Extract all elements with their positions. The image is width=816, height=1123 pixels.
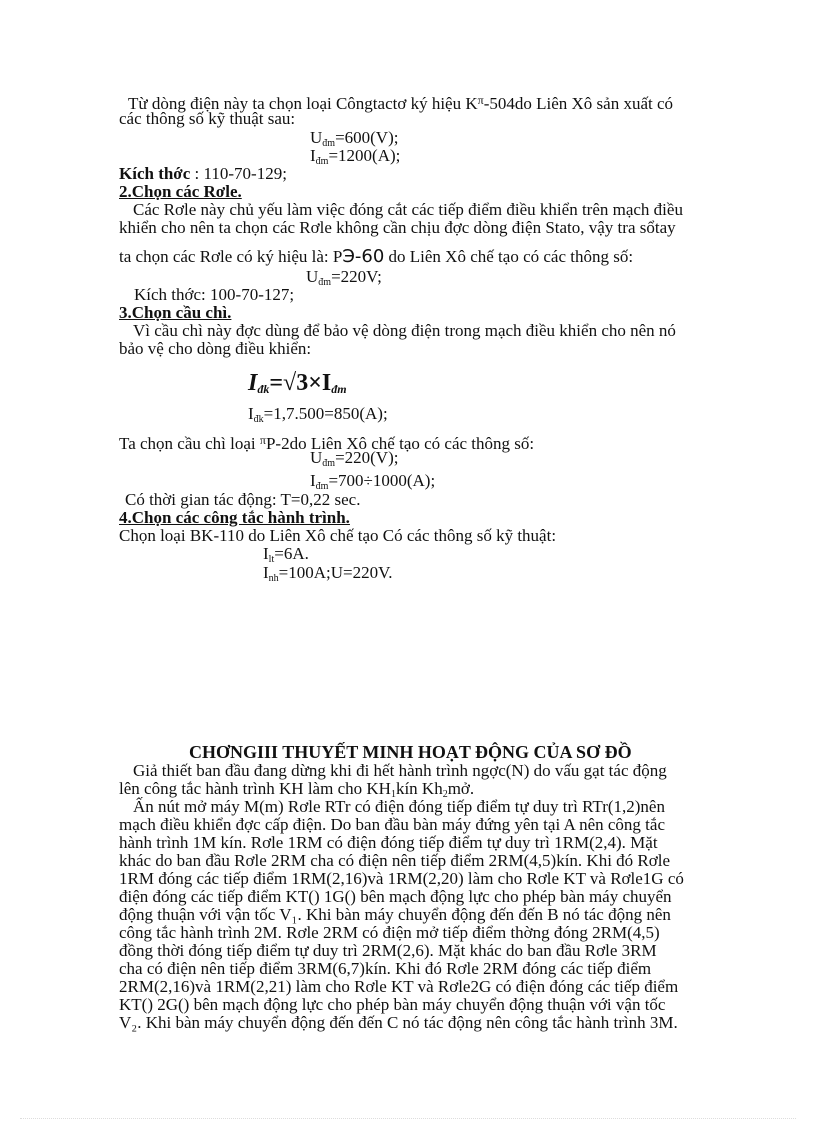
formula-equation: =√3×I	[269, 370, 332, 396]
line-text: mạch điều khiển đợc cấp điện. Do ban đầu bàn máy đứng yên tại A nên công tắc	[119, 815, 665, 834]
sub-2: 2	[442, 789, 448, 800]
line-text: cha có điện nên tiếp điểm 3RM(6,7)kín. Khi đó Rơle 2RM đóng các tiếp điểm	[119, 959, 652, 978]
chapter-3-title: CHƠNGIII THUYẾT MINH HOẠT ĐỘNG CỦA SƠ ĐỒ	[189, 742, 632, 762]
operation-line-3	[119, 834, 738, 852]
line-text: kín Kh	[395, 779, 443, 798]
line-text: P-2do Liên Xô chế tạo có các thông số:	[265, 434, 535, 453]
operation-line-4	[119, 852, 738, 870]
relay-voltage-rating	[306, 268, 382, 292]
line-text: đồng thời đóng tiếp điểm tự duy trì 2RM(2,6). Mặt khác do ban đầu Rơle 3RM	[119, 941, 657, 960]
symbol-i: I	[310, 146, 316, 165]
relay-paragraph-line-3	[119, 248, 633, 266]
line-text: động thuận với vận tốc V₁. Khi bàn máy chuyển động đến đến B nó tác động nên	[119, 905, 671, 924]
line-text: lên công tắc hành trình KH làm cho KH	[119, 779, 391, 798]
fuse-voltage-rating	[310, 449, 398, 473]
value-text: =700÷1000(A);	[328, 471, 436, 490]
line-text: 2RM(2,16)và 1RM(2,21) làm cho Rơle KT và Rơle2G có điện đóng các tiếp điểm	[119, 977, 679, 996]
sub-dm: đm	[318, 277, 332, 288]
fuse-paragraph-line-1	[133, 322, 738, 340]
size-label: Kích thớc	[119, 164, 191, 183]
symbol-u: U	[306, 267, 319, 286]
line-text: V₂. Khi bàn máy chuyển động đến đến C nó tác động nên công tắc hành trình 3M.	[119, 1013, 678, 1032]
contactor-intro-text-end: -504do Liên Xô sản xuất có	[483, 94, 674, 113]
operation-line-8	[119, 924, 738, 942]
operation-line-7	[119, 906, 738, 924]
operation-line-2	[119, 816, 738, 834]
symbol-u: U	[310, 128, 323, 147]
sub-dk: đk	[257, 382, 270, 396]
line-text: Các Rơle này chủ yếu làm việc đóng cắt các tiếp điểm điều khiển trên mạch điều	[133, 200, 683, 219]
operation-line-1	[133, 798, 738, 816]
operation-line-5	[119, 870, 738, 888]
sub-dm: đm	[315, 481, 329, 492]
line-text: Ta chọn cầu chì loại	[119, 434, 260, 453]
fuse-calculation	[248, 405, 388, 429]
operation-line-10	[119, 960, 738, 978]
sub-nh: nh	[268, 573, 279, 584]
sub-1: 1	[390, 789, 396, 800]
section-2-heading: 2.Chọn các Rơle.	[119, 182, 242, 201]
line-text: KT() 2G() bên mạch động lực cho phép bàn máy chuyển động thuận với vận tốc	[119, 995, 666, 1014]
page-bottom-divider	[20, 1118, 796, 1119]
symbol-i: I	[248, 370, 258, 396]
value-text: =1,7.500=850(A);	[263, 404, 388, 423]
line-text: điện đóng các tiếp điểm KT() 1G() bên mạch động lực cho phép bàn máy chuyển	[119, 887, 672, 906]
operation-line-11	[119, 978, 738, 996]
operation-line-9	[119, 942, 738, 960]
contactor-params-intro: các thông số kỹ thuật sau:	[119, 109, 296, 128]
fuse-paragraph-line-2: bảo vệ cho dòng điều khiển:	[119, 339, 312, 358]
symbol-i: I	[263, 544, 269, 563]
line-text: 1RM đóng các tiếp điểm 1RM(2,16)và 1RM(2,20) làm cho Rơle KT và Rơle1G có	[119, 869, 684, 888]
operation-line-13	[119, 1014, 738, 1032]
fuse-symbol-sup: π	[259, 433, 266, 447]
contactor-size	[119, 165, 287, 183]
chapter-3-para1-line1	[133, 762, 738, 780]
section-3-heading: 3.Chọn cầu chì.	[119, 303, 232, 322]
sub-dm: đm	[322, 138, 336, 149]
limit-switch-line: Chọn loại BK-110 do Liên Xô chế tạo Có các thông số kỹ thuật:	[119, 526, 557, 545]
symbol-i: I	[310, 471, 316, 490]
symbol-i: I	[248, 404, 254, 423]
contactor-symbol-sup: π	[477, 93, 484, 107]
sub-dm: đm	[322, 458, 336, 469]
line-text: khiển cho nên ta chọn các Rơle không cần chịu đợc dòng điện Stato, vậy tra sổtay	[119, 218, 676, 237]
sub-dm: đm	[315, 156, 329, 167]
value-text: =6A.	[274, 544, 309, 563]
size-value: : 110-70-129;	[190, 164, 287, 183]
line-text: Vì cầu chì này đợc dùng để bảo vệ dòng điện trong mạch điều khiển cho nên nó	[133, 321, 676, 340]
value-text: =220V;	[331, 267, 382, 286]
value-text: =220(V);	[335, 448, 399, 467]
value-text: =600(V);	[335, 128, 399, 147]
symbol-i: I	[263, 563, 269, 582]
relay-paragraph-line-2	[119, 219, 738, 237]
sub-lt: lt	[268, 554, 275, 565]
symbol-u: U	[310, 448, 323, 467]
contactor-current-rating	[310, 147, 400, 171]
fuse-formula	[248, 370, 347, 397]
section-4-heading: 4.Chọn các công tắc hành trình.	[119, 508, 350, 527]
limit-switch-current-nh	[263, 564, 392, 588]
relay-size: Kích thớc: 100-70-127;	[134, 285, 295, 304]
sub-dm: đm	[331, 382, 347, 396]
value-text: =100A;U=220V.	[278, 563, 393, 582]
relay-model-code: Э-60	[342, 246, 385, 267]
line-text: mở.	[447, 779, 475, 798]
line-text: Ấn nút mở máy M(m) Rơle RTr có điện đóng tiếp điểm tự duy trì RTr(1,2)nên	[133, 797, 665, 816]
line-text: khác do ban đầu Rơle 2RM cha có điện nên tiếp điểm 2RM(4,5)kín. Khi đó Rơle	[119, 851, 671, 870]
contactor-intro-text: Từ dòng điện này ta chọn loại Côngtactơ ký hiệu K	[128, 94, 478, 113]
line-text: công tắc hành trình 2M. Rơle 2RM có điện mở tiếp điểm thờng đóng 2RM(4,5)	[119, 923, 660, 942]
value-text: =1200(A);	[328, 146, 401, 165]
operation-line-6	[119, 888, 738, 906]
line-text: ta chọn các Rơle có ký hiệu là: P	[119, 247, 343, 266]
operation-line-12	[119, 996, 738, 1014]
relay-paragraph-line-1	[133, 201, 738, 219]
line-text: do Liên Xô chế tạo có các thông số:	[384, 247, 634, 266]
fuse-operating-time: Có thời gian tác động: T=0,22 sec.	[125, 490, 361, 509]
line-text: hành trình 1M kín. Rơle 1RM có điện đóng tiếp điểm tự duy trì 1RM(2,4). Mặt	[119, 833, 658, 852]
sub-dk: đk	[253, 414, 264, 425]
line-text: Giả thiết ban đầu đang dừng khi đi hết hành trình ngợc(N) do vấu gạt tác động	[133, 761, 667, 780]
